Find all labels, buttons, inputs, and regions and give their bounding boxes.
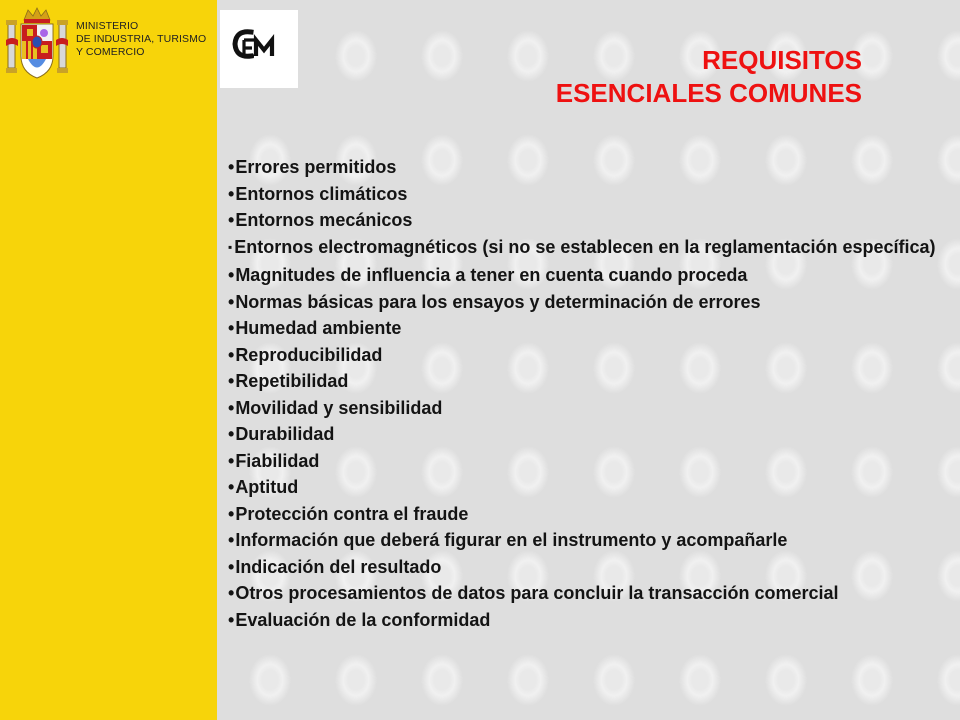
requirements-list <box>228 154 948 633</box>
list-item <box>228 234 948 263</box>
title-line: REQUISITOS <box>702 45 862 75</box>
yellow-sidebar <box>0 0 217 720</box>
bullet-icon: • <box>228 344 235 365</box>
bullet-icon: • <box>228 530 235 550</box>
list-item-text: Indicación del resultado <box>235 556 442 577</box>
ministry-line: MINISTERIO <box>76 20 139 32</box>
list-item <box>228 448 948 475</box>
list-item <box>228 580 948 607</box>
list-item <box>228 289 948 316</box>
list-item <box>228 262 948 289</box>
spanish-coat-of-arms-icon <box>6 6 68 82</box>
ministry-name <box>76 20 206 59</box>
bullet-icon: • <box>228 424 235 444</box>
square-bullet-icon: ▪ <box>228 239 233 254</box>
list-item-text: Protección contra el fraude <box>235 503 469 524</box>
list-item-text: Aptitud <box>235 477 299 497</box>
list-item <box>228 501 948 528</box>
list-item <box>228 342 948 369</box>
list-item-text: Entornos mecánicos <box>235 210 413 230</box>
bullet-icon: • <box>228 318 235 338</box>
list-item-text: Normas básicas para los ensayos y determinación de errores <box>235 291 761 312</box>
bullet-icon: • <box>228 397 235 418</box>
list-item <box>228 527 948 554</box>
list-item <box>228 474 948 501</box>
cem-logo-mark <box>220 10 298 88</box>
list-item-text: Información que deberá figurar en el instrumento y acompañarle <box>235 530 788 550</box>
list-item-text: Reproducibilidad <box>235 344 383 365</box>
list-item <box>228 181 948 208</box>
bullet-icon: • <box>228 210 235 230</box>
list-item-text: Humedad ambiente <box>235 318 402 338</box>
bullet-icon: • <box>228 265 235 285</box>
list-item <box>228 315 948 342</box>
list-item <box>228 607 948 634</box>
bullet-icon: • <box>228 477 235 497</box>
bullet-icon: • <box>228 291 235 312</box>
list-item-text: Entornos climáticos <box>235 183 408 204</box>
bullet-icon: • <box>228 371 235 391</box>
list-item <box>228 421 948 448</box>
list-item <box>228 154 948 181</box>
list-item <box>228 207 948 234</box>
title-line: ESENCIALES COMUNES <box>555 78 862 108</box>
ministry-logo <box>0 0 217 88</box>
list-item-text: Repetibilidad <box>235 371 349 391</box>
ministry-line: Y COMERCIO <box>76 46 145 58</box>
list-item-text: Otros procesamientos de datos para concluir la transacción comercial <box>235 583 839 603</box>
list-item-text: Entornos electromagnéticos (si no se establecen en la reglamentación específica) <box>234 236 936 257</box>
bullet-icon: • <box>228 609 235 630</box>
bullet-icon: • <box>228 157 235 177</box>
bullet-icon: • <box>228 450 235 471</box>
list-item <box>228 395 948 422</box>
list-item-text: Fiabilidad <box>235 450 320 471</box>
list-item-text: Magnitudes de influencia a tener en cuenta cuando proceda <box>235 265 748 285</box>
list-item-text: Evaluación de la conformidad <box>235 609 491 630</box>
cem-logo <box>220 10 298 88</box>
page-title <box>556 44 862 110</box>
bullet-icon: • <box>228 583 235 603</box>
ministry-line: DE INDUSTRIA, TURISMO <box>76 33 207 45</box>
bullet-icon: • <box>228 556 235 577</box>
bullet-icon: • <box>228 503 235 524</box>
list-item-text: Movilidad y sensibilidad <box>235 397 443 418</box>
list-item <box>228 554 948 581</box>
list-item-text: Errores permitidos <box>235 157 397 177</box>
list-item-text: Durabilidad <box>235 424 335 444</box>
bullet-icon: • <box>228 183 235 204</box>
list-item <box>228 368 948 395</box>
